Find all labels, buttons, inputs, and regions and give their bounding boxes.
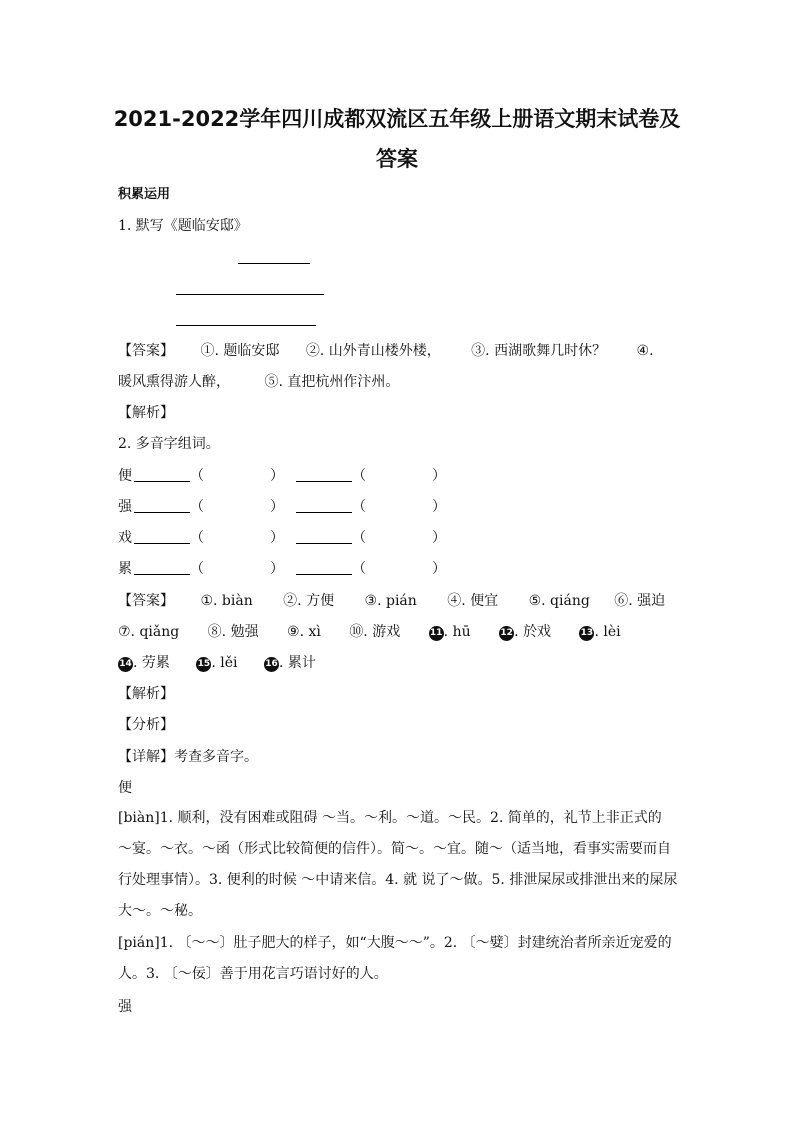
q2-answer: ②. 方便 <box>283 593 335 609</box>
paren-open: （ <box>190 468 204 484</box>
paren-close: ） <box>270 499 284 515</box>
q2-pian-explanation: [pián]1. 〔～～〕肚子肥大的样子，如“大腹～～”。2. 〔～嬖〕封建统治者所亲近宠爱的人。3. 〔～佞〕善于用花言巧语讨好的人。 <box>118 935 672 982</box>
q2-answer: lěi <box>220 655 238 671</box>
q2-answer: ⑤. qiáng <box>528 593 590 609</box>
q2-answer: 於戏 <box>522 624 551 640</box>
q2-fenxi-label: 【分析】 <box>118 717 174 733</box>
q2-answer: ⑥. 强迫 <box>614 593 666 609</box>
paren-open: （ <box>352 499 366 515</box>
q2-row-qiang <box>118 497 446 517</box>
q2-blank[interactable] <box>296 498 352 513</box>
q2-answer: lèi <box>603 624 621 640</box>
q2-blank[interactable] <box>134 467 190 482</box>
q2-blank[interactable] <box>134 529 190 544</box>
q2-answer: ③. pián <box>364 593 417 609</box>
q1-answer-4: ④. <box>636 343 654 359</box>
q1-analysis-label: 【解析】 <box>118 405 174 421</box>
circled-number-icon: 16 <box>264 657 279 672</box>
paren-open: （ <box>190 561 204 577</box>
q2-answer: ⑦. qiǎng <box>118 624 180 640</box>
document-title-line-2: 答案 <box>376 147 418 171</box>
q2-answer: 劳累 <box>141 655 170 671</box>
q1-answer-row-2 <box>118 372 399 392</box>
document-title-line-1: 2021-2022学年四川成都双流区五年级上册语文期末试卷及 <box>113 107 681 131</box>
paren-open: （ <box>352 468 366 484</box>
q2-row-lei <box>118 559 446 579</box>
q1-answer-2: ②. 山外青山楼外楼， <box>305 343 441 359</box>
q2-prompt: 2. 多音字组词。 <box>118 436 220 452</box>
q2-answer: ①. biàn <box>200 593 253 609</box>
q2-blank[interactable] <box>134 560 190 575</box>
paren-close: ） <box>432 530 446 546</box>
paren-open: （ <box>352 530 366 546</box>
paren-open: （ <box>190 499 204 515</box>
q2-answer: ⑨. xì <box>287 624 321 640</box>
q2-char: 累 <box>118 561 132 577</box>
q2-row-xi <box>118 528 446 548</box>
paren-open: （ <box>352 561 366 577</box>
section-heading: 积累运用 <box>118 187 171 202</box>
q2-answer: 累计 <box>287 655 316 671</box>
answer-label: 【答案】 <box>118 593 174 609</box>
paren-close: ） <box>432 499 446 515</box>
q2-char: 戏 <box>118 530 132 546</box>
paren-open: （ <box>190 530 204 546</box>
q2-answer: ④. 便宜 <box>447 593 499 609</box>
q2-char-bian: 便 <box>118 780 132 796</box>
q2-answer-row-1 <box>118 591 665 611</box>
q2-char: 便 <box>118 468 132 484</box>
q1-answer-row-1 <box>118 341 654 361</box>
q2-answer: hū <box>452 624 471 640</box>
q1-blank-1[interactable] <box>238 263 310 264</box>
q2-bian-explanation: [biàn]1. 顺利，没有困难或阻碍 ～当。～利。～道。～民。2. 简单的，礼节上非正式的 ～宴。～衣。～函（形式比较简便的信件）。简～。～宜。随～（适当地，看事实需要而自行处理事情）。3. 便利的时候 ～中请来信。4. 就 说了～做。5. 排泄屎尿或排泄出来的屎尿 大～。～秘。 <box>118 810 678 919</box>
q2-answer: ⑩. 游戏 <box>349 624 401 640</box>
q2-blank[interactable] <box>296 467 352 482</box>
q2-blank[interactable] <box>134 498 190 513</box>
q1-blank-3[interactable] <box>176 325 316 326</box>
q2-blank[interactable] <box>296 560 352 575</box>
q2-answer: ⑧. 勉强 <box>207 624 259 640</box>
paren-close: ） <box>432 561 446 577</box>
paren-close: ） <box>432 468 446 484</box>
circled-number-icon: 13 <box>579 626 594 641</box>
paren-close: ） <box>270 530 284 546</box>
circled-number-icon: 14 <box>118 657 133 672</box>
circled-number-icon: 11 <box>429 626 444 641</box>
q2-answer-row-2: ⑦. qiǎng ⑧. 勉强 ⑨. xì ⑩. 游戏 11. hū 12. 於戏 13. lèi <box>118 624 621 640</box>
q1-answer-4-text: 暖风熏得游人醉， <box>118 374 230 390</box>
q2-char-qiang: 强 <box>118 999 132 1015</box>
q2-row-bian <box>118 466 446 486</box>
q1-answer-1: ①. 题临安邸 <box>200 343 280 359</box>
paren-close: ） <box>270 468 284 484</box>
q2-answer-row-3: 14. 劳累 15. lěi 16. 累计 <box>119 655 316 671</box>
q2-char: 强 <box>118 499 132 515</box>
q1-answer-5: ⑤. 直把杭州作汴州。 <box>264 374 400 390</box>
q1-answer-3: ③. 西湖歌舞几时休？ <box>471 343 607 359</box>
q1-prompt: 1. 默写《题临安邸》 <box>118 218 248 234</box>
q2-blank[interactable] <box>296 529 352 544</box>
circled-number-icon: 15 <box>196 657 211 672</box>
circled-number-icon: 12 <box>499 626 514 641</box>
paren-close: ） <box>270 561 284 577</box>
answer-label: 【答案】 <box>118 343 174 359</box>
q2-detail: 【详解】考查多音字。 <box>118 749 258 765</box>
q1-blank-2[interactable] <box>176 294 324 295</box>
q2-analysis-label: 【解析】 <box>118 686 174 702</box>
